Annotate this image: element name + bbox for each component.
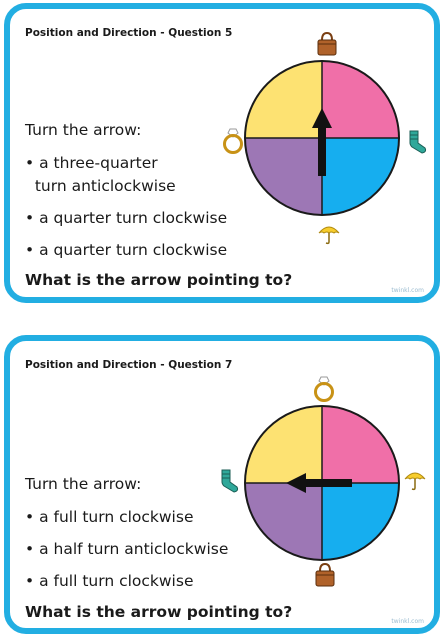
step-3: • a full turn clockwise bbox=[25, 572, 194, 590]
step-2-text: a quarter turn clockwise bbox=[39, 209, 228, 227]
instruction-prompt: Turn the arrow: bbox=[25, 121, 142, 139]
spinner-wheel bbox=[242, 58, 402, 218]
question-text: What is the arrow pointing to? bbox=[25, 603, 293, 621]
umbrella-icon bbox=[317, 223, 341, 245]
quadrant-bottom-left bbox=[245, 138, 322, 215]
quadrant-top-left bbox=[245, 406, 322, 483]
step-3-text: a quarter turn clockwise bbox=[39, 241, 228, 259]
quadrant-top-right bbox=[322, 406, 399, 483]
question-title: Position and Direction - Question 7 bbox=[25, 359, 233, 371]
question-title: Position and Direction - Question 5 bbox=[25, 27, 233, 39]
step-3: • a quarter turn clockwise bbox=[25, 241, 228, 259]
quadrant-bottom-right bbox=[322, 138, 399, 215]
quadrant-top-right bbox=[322, 61, 399, 138]
handbag-icon bbox=[313, 562, 337, 588]
brand-mark: twinkl.com bbox=[391, 618, 424, 625]
ring-icon bbox=[221, 127, 245, 155]
step-1-text: a full turn clockwise bbox=[39, 508, 194, 526]
question-text: What is the arrow pointing to? bbox=[25, 271, 293, 289]
question-card-7 bbox=[4, 335, 440, 634]
step-2: • a half turn anticlockwise bbox=[25, 540, 229, 558]
quadrant-top-left bbox=[245, 61, 322, 138]
step-1-line-2: turn anticlockwise bbox=[34, 177, 176, 195]
sock-icon bbox=[218, 468, 240, 494]
step-1: • a three-quarter turn anticlockwise bbox=[25, 154, 176, 195]
brand-mark: twinkl.com bbox=[391, 287, 424, 294]
step-3-text: a full turn clockwise bbox=[39, 572, 194, 590]
spinner-wheel bbox=[242, 403, 402, 563]
sock-icon bbox=[406, 129, 428, 155]
step-2: • a quarter turn clockwise bbox=[25, 209, 228, 227]
step-1-line-1: a three-quarter bbox=[39, 154, 158, 172]
step-1: • a full turn clockwise bbox=[25, 508, 194, 526]
ring-icon bbox=[312, 375, 336, 403]
instruction-prompt: Turn the arrow: bbox=[25, 475, 142, 493]
question-card-5 bbox=[4, 3, 440, 303]
quadrant-bottom-right bbox=[322, 483, 399, 560]
umbrella-icon bbox=[403, 469, 427, 491]
quadrant-bottom-left bbox=[245, 483, 322, 560]
step-2-text: a half turn anticlockwise bbox=[39, 540, 229, 558]
handbag-icon bbox=[315, 31, 339, 57]
